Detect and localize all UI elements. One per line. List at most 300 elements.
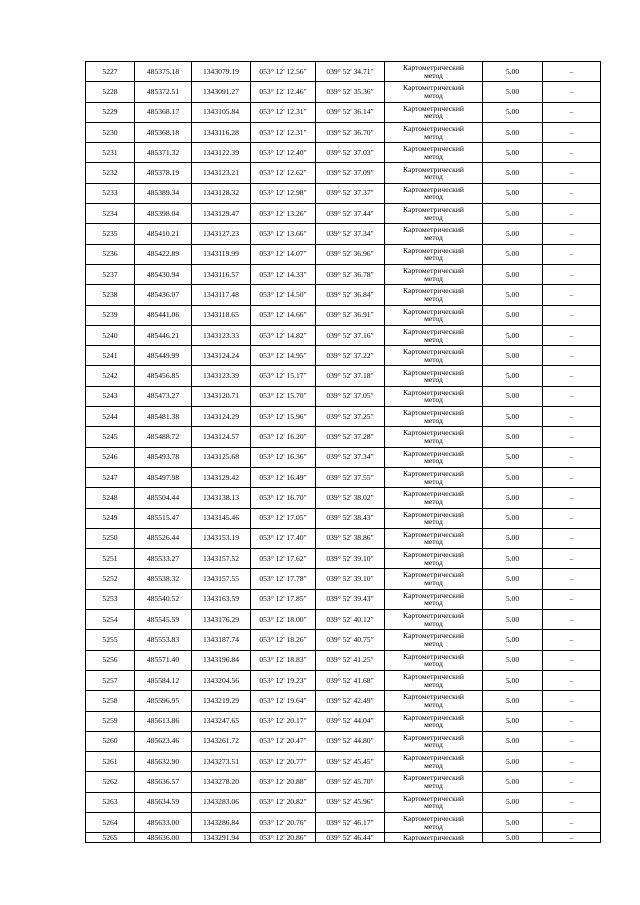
note-cell: – — [543, 792, 601, 812]
longitude-cell: 039° 52' 36.84" — [316, 285, 385, 305]
accuracy-cell: 5.00 — [483, 346, 543, 366]
table-row — [86, 549, 601, 569]
table-row — [86, 285, 601, 305]
note-cell: – — [543, 163, 601, 183]
accuracy-cell: 5.00 — [483, 102, 543, 122]
method-cell — [385, 82, 483, 102]
latitude-cell: 053° 12' 14.07" — [251, 244, 316, 264]
latitude-cell: 053° 12' 12.56" — [251, 62, 316, 82]
point-number-cell: 5235 — [86, 224, 135, 244]
x-coordinate-cell: 485389.34 — [135, 183, 192, 203]
method-line-1: Картометрический — [403, 306, 464, 316]
latitude-cell: 053° 12' 16.49" — [251, 467, 316, 487]
method-line-2: метод — [424, 90, 443, 100]
y-coordinate-cell: 1343116.28 — [192, 122, 251, 142]
note-cell: – — [543, 833, 601, 843]
accuracy-cell: 5.00 — [483, 183, 543, 203]
point-number-cell: 5232 — [86, 163, 135, 183]
latitude-cell: 053° 12' 12.40" — [251, 143, 316, 163]
method-cell — [385, 264, 483, 284]
method-line-1: Картометрический — [403, 671, 464, 681]
longitude-cell: 039° 52' 35.36" — [316, 82, 385, 102]
x-coordinate-cell: 485515.47 — [135, 508, 192, 528]
note-cell: – — [543, 407, 601, 427]
point-number-cell: 5237 — [86, 264, 135, 284]
point-number-cell: 5254 — [86, 610, 135, 630]
longitude-cell: 039° 52' 44.04" — [316, 711, 385, 731]
note-cell: – — [543, 752, 601, 772]
y-coordinate-cell: 1343123.39 — [192, 366, 251, 386]
note-cell: – — [543, 346, 601, 366]
method-cell — [385, 528, 483, 548]
method-line-2: метод — [424, 395, 443, 405]
latitude-cell: 053° 12' 16.20" — [251, 427, 316, 447]
y-coordinate-cell: 1343122.39 — [192, 143, 251, 163]
method-line-1: Картометрический — [403, 326, 464, 336]
longitude-cell: 039° 52' 45.45" — [316, 752, 385, 772]
y-coordinate-cell: 1343123.21 — [192, 163, 251, 183]
x-coordinate-cell: 485410.21 — [135, 224, 192, 244]
accuracy-cell: 5.00 — [483, 731, 543, 751]
method-cell — [385, 325, 483, 345]
method-cell — [385, 204, 483, 224]
note-cell: – — [543, 386, 601, 406]
accuracy-cell: 5.00 — [483, 467, 543, 487]
method-line-1: Картометрический — [403, 468, 464, 478]
latitude-cell: 053° 12' 20.47" — [251, 731, 316, 751]
y-coordinate-cell: 1343124.24 — [192, 346, 251, 366]
longitude-cell: 039° 52' 37.28" — [316, 427, 385, 447]
accuracy-cell: 5.00 — [483, 204, 543, 224]
longitude-cell: 039° 52' 37.37" — [316, 183, 385, 203]
note-cell: – — [543, 102, 601, 122]
y-coordinate-cell: 1343176.29 — [192, 610, 251, 630]
point-number-cell: 5239 — [86, 305, 135, 325]
latitude-cell: 053° 12' 12.46" — [251, 82, 316, 102]
note-cell: – — [543, 630, 601, 650]
accuracy-cell: 5.00 — [483, 285, 543, 305]
method-cell — [385, 812, 483, 832]
note-cell: – — [543, 82, 601, 102]
method-line-1: Картометрический — [403, 651, 464, 661]
table-row — [86, 691, 601, 711]
point-number-cell: 5247 — [86, 467, 135, 487]
method-cell — [385, 650, 483, 670]
point-number-cell: 5259 — [86, 711, 135, 731]
y-coordinate-cell: 1343118.65 — [192, 305, 251, 325]
method-line-2: метод — [424, 456, 443, 466]
method-line-1: Картометрический — [403, 408, 464, 418]
accuracy-cell: 5.00 — [483, 122, 543, 142]
table-row — [86, 508, 601, 528]
method-line-1: Картометрический — [403, 509, 464, 519]
x-coordinate-cell: 485497.98 — [135, 467, 192, 487]
method-line-2: метод — [424, 659, 443, 669]
latitude-cell: 053° 12' 20.76" — [251, 812, 316, 832]
x-coordinate-cell: 485375.18 — [135, 62, 192, 82]
longitude-cell: 039° 52' 37.18" — [316, 366, 385, 386]
method-cell — [385, 244, 483, 264]
longitude-cell: 039° 52' 41.25" — [316, 650, 385, 670]
accuracy-cell: 5.00 — [483, 224, 543, 244]
x-coordinate-cell: 485430.94 — [135, 264, 192, 284]
method-line-2: метод — [424, 578, 443, 588]
table-row — [86, 204, 601, 224]
table-row — [86, 427, 601, 447]
point-number-cell: 5245 — [86, 427, 135, 447]
y-coordinate-cell: 1343145.46 — [192, 508, 251, 528]
method-cell — [385, 224, 483, 244]
y-coordinate-cell: 1343219.29 — [192, 691, 251, 711]
method-cell: Картометрический — [385, 833, 483, 843]
method-line-1: Картометрический — [403, 63, 464, 73]
accuracy-cell: 5.00 — [483, 244, 543, 264]
table-row — [86, 752, 601, 772]
method-cell — [385, 183, 483, 203]
y-coordinate-cell: 1343261.72 — [192, 731, 251, 751]
point-number-cell: 5248 — [86, 488, 135, 508]
longitude-cell: 039° 52' 40.12" — [316, 610, 385, 630]
longitude-cell: 039° 52' 36.14" — [316, 102, 385, 122]
method-line-2: метод — [424, 354, 443, 364]
longitude-cell: 039° 52' 37.55" — [316, 467, 385, 487]
accuracy-cell: 5.00 — [483, 610, 543, 630]
method-line-1: Картометрический — [403, 266, 464, 276]
table-row — [86, 102, 601, 122]
accuracy-cell: 5.00 — [483, 549, 543, 569]
accuracy-cell: 5.00 — [483, 691, 543, 711]
x-coordinate-cell: 485422.89 — [135, 244, 192, 264]
note-cell: – — [543, 731, 601, 751]
note-cell: – — [543, 143, 601, 163]
method-line-2: метод — [424, 192, 443, 202]
y-coordinate-cell: 1343273.51 — [192, 752, 251, 772]
accuracy-cell: 5.00 — [483, 386, 543, 406]
x-coordinate-cell: 485473.27 — [135, 386, 192, 406]
method-cell — [385, 122, 483, 142]
latitude-cell: 053° 12' 17.05" — [251, 508, 316, 528]
x-coordinate-cell: 485481.38 — [135, 407, 192, 427]
method-cell — [385, 285, 483, 305]
note-cell: – — [543, 772, 601, 792]
table-row — [86, 731, 601, 751]
method-line-1: Картометрический — [403, 570, 464, 580]
y-coordinate-cell: 1343079.19 — [192, 62, 251, 82]
y-coordinate-cell: 1343247.65 — [192, 711, 251, 731]
table-row — [86, 346, 601, 366]
y-coordinate-cell: 1343283.06 — [192, 792, 251, 812]
longitude-cell: 039° 52' 37.05" — [316, 386, 385, 406]
method-cell — [385, 386, 483, 406]
method-line-2: метод — [424, 415, 443, 425]
point-number-cell: 5265 — [86, 833, 135, 843]
method-line-2: метод — [424, 253, 443, 263]
method-line-2: метод — [424, 70, 443, 80]
latitude-cell: 053° 12' 18.26" — [251, 630, 316, 650]
point-number-cell: 5250 — [86, 528, 135, 548]
point-number-cell: 5253 — [86, 589, 135, 609]
method-cell — [385, 589, 483, 609]
note-cell: – — [543, 183, 601, 203]
method-line-1: Картометрический — [403, 793, 464, 803]
table-row — [86, 650, 601, 670]
note-cell: – — [543, 670, 601, 690]
latitude-cell: 053° 12' 14.95" — [251, 346, 316, 366]
point-number-cell: 5262 — [86, 772, 135, 792]
longitude-cell: 039° 52' 46.44" — [316, 833, 385, 843]
longitude-cell: 039° 52' 37.44" — [316, 204, 385, 224]
method-line-1: Картометрический — [403, 83, 464, 93]
method-line-2: метод — [424, 537, 443, 547]
latitude-cell: 053° 12' 18.83" — [251, 650, 316, 670]
method-cell — [385, 752, 483, 772]
method-line-2: метод — [424, 212, 443, 222]
accuracy-cell: 5.00 — [483, 427, 543, 447]
method-line-2: метод — [424, 314, 443, 324]
method-line-1: Картометрический — [403, 753, 464, 763]
table-row — [86, 244, 601, 264]
accuracy-cell: 5.00 — [483, 630, 543, 650]
accuracy-cell: 5.00 — [483, 488, 543, 508]
method-line-2: метод — [424, 699, 443, 709]
y-coordinate-cell: 1343187.74 — [192, 630, 251, 650]
longitude-cell: 039° 52' 37.22" — [316, 346, 385, 366]
longitude-cell: 039° 52' 34.71" — [316, 62, 385, 82]
x-coordinate-cell: 485634.59 — [135, 792, 192, 812]
latitude-cell: 053° 12' 20.86" — [251, 833, 316, 843]
method-line-1: Картометрический — [403, 550, 464, 560]
x-coordinate-cell: 485571.40 — [135, 650, 192, 670]
x-coordinate-cell: 485446.21 — [135, 325, 192, 345]
longitude-cell: 039° 52' 40.75" — [316, 630, 385, 650]
method-line-2: метод — [424, 172, 443, 182]
method-line-1: Картометрический — [403, 428, 464, 438]
note-cell: – — [543, 244, 601, 264]
latitude-cell: 053° 12' 12.62" — [251, 163, 316, 183]
method-line-2: метод — [424, 740, 443, 750]
x-coordinate-cell: 485436.07 — [135, 285, 192, 305]
y-coordinate-cell: 1343120.71 — [192, 386, 251, 406]
x-coordinate-cell: 485488.72 — [135, 427, 192, 447]
point-number-cell: 5238 — [86, 285, 135, 305]
note-cell: – — [543, 305, 601, 325]
latitude-cell: 053° 12' 12.31" — [251, 122, 316, 142]
y-coordinate-cell: 1343129.47 — [192, 204, 251, 224]
x-coordinate-cell: 485538.32 — [135, 569, 192, 589]
method-cell — [385, 670, 483, 690]
y-coordinate-cell: 1343124.57 — [192, 427, 251, 447]
method-line-1: Картометрический — [403, 712, 464, 722]
table-row — [86, 610, 601, 630]
point-number-cell: 5256 — [86, 650, 135, 670]
table-row — [86, 488, 601, 508]
longitude-cell: 039° 52' 37.34" — [316, 447, 385, 467]
note-cell: – — [543, 285, 601, 305]
method-cell — [385, 447, 483, 467]
point-number-cell: 5230 — [86, 122, 135, 142]
point-number-cell: 5240 — [86, 325, 135, 345]
accuracy-cell: 5.00 — [483, 792, 543, 812]
method-line-1: Картометрический — [403, 286, 464, 296]
method-line-2: метод — [424, 131, 443, 141]
method-cell — [385, 427, 483, 447]
latitude-cell: 053° 12' 14.66" — [251, 305, 316, 325]
y-coordinate-cell: 1343123.33 — [192, 325, 251, 345]
accuracy-cell: 5.00 — [483, 305, 543, 325]
method-cell — [385, 467, 483, 487]
x-coordinate-cell: 485372.51 — [135, 82, 192, 102]
latitude-cell: 053° 12' 15.96" — [251, 407, 316, 427]
note-cell: – — [543, 691, 601, 711]
point-number-cell: 5255 — [86, 630, 135, 650]
method-line-2: метод — [424, 801, 443, 811]
accuracy-cell: 5.00 — [483, 650, 543, 670]
y-coordinate-cell: 1343128.32 — [192, 183, 251, 203]
method-line-2: метод — [424, 618, 443, 628]
method-line-1: Картометрический — [403, 529, 464, 539]
method-line-2: метод — [424, 111, 443, 121]
method-cell — [385, 305, 483, 325]
method-line-2: метод — [424, 476, 443, 486]
method-line-1: Картометрический — [403, 773, 464, 783]
note-cell: – — [543, 589, 601, 609]
x-coordinate-cell: 485636.00 — [135, 833, 192, 843]
y-coordinate-cell: 1343163.59 — [192, 589, 251, 609]
x-coordinate-cell: 485504.44 — [135, 488, 192, 508]
x-coordinate-cell: 485613.86 — [135, 711, 192, 731]
latitude-cell: 053° 12' 18.00" — [251, 610, 316, 630]
method-line-1: Картометрический — [403, 123, 464, 133]
latitude-cell: 053° 12' 14.50" — [251, 285, 316, 305]
method-cell — [385, 549, 483, 569]
point-number-cell: 5243 — [86, 386, 135, 406]
method-line-1: Картометрический — [403, 489, 464, 499]
y-coordinate-cell: 1343119.99 — [192, 244, 251, 264]
method-line-2: метод — [424, 720, 443, 730]
latitude-cell: 053° 12' 19.23" — [251, 670, 316, 690]
table-row — [86, 467, 601, 487]
point-number-cell: 5242 — [86, 366, 135, 386]
x-coordinate-cell: 485596.95 — [135, 691, 192, 711]
accuracy-cell: 5.00 — [483, 143, 543, 163]
latitude-cell: 053° 12' 15.17" — [251, 366, 316, 386]
accuracy-cell: 5.00 — [483, 569, 543, 589]
method-line-1: Картометрический — [403, 205, 464, 215]
x-coordinate-cell: 485526.44 — [135, 528, 192, 548]
accuracy-cell: 5.00 — [483, 752, 543, 772]
method-cell — [385, 711, 483, 731]
coordinates-table — [85, 61, 601, 843]
point-number-cell: 5231 — [86, 143, 135, 163]
y-coordinate-cell: 1343204.56 — [192, 670, 251, 690]
method-cell — [385, 630, 483, 650]
method-line-2: метод — [424, 557, 443, 567]
method-cell — [385, 163, 483, 183]
point-number-cell: 5264 — [86, 812, 135, 832]
table-row — [86, 305, 601, 325]
point-number-cell: 5227 — [86, 62, 135, 82]
accuracy-cell: 5.00 — [483, 812, 543, 832]
method-line-1: Картометрический — [403, 245, 464, 255]
latitude-cell: 053° 12' 12.98" — [251, 183, 316, 203]
x-coordinate-cell: 485540.52 — [135, 589, 192, 609]
table-row — [86, 528, 601, 548]
method-line-1: Картометрический — [403, 164, 464, 174]
coordinates-table-body — [86, 62, 601, 843]
y-coordinate-cell: 1343153.19 — [192, 528, 251, 548]
accuracy-cell: 5.00 — [483, 772, 543, 792]
method-line-1: Картометрический — [403, 611, 464, 621]
x-coordinate-cell: 485636.57 — [135, 772, 192, 792]
method-cell — [385, 731, 483, 751]
latitude-cell: 053° 12' 20.77" — [251, 752, 316, 772]
method-line-1: Картометрический — [403, 144, 464, 154]
table-row — [86, 386, 601, 406]
point-number-cell: 5252 — [86, 569, 135, 589]
longitude-cell: 039° 52' 46.17" — [316, 812, 385, 832]
longitude-cell: 039° 52' 37.03" — [316, 143, 385, 163]
table-row — [86, 366, 601, 386]
latitude-cell: 053° 12' 17.78" — [251, 569, 316, 589]
y-coordinate-cell: 1343124.29 — [192, 407, 251, 427]
note-cell: – — [543, 711, 601, 731]
accuracy-cell: 5.00 — [483, 670, 543, 690]
x-coordinate-cell: 485398.04 — [135, 204, 192, 224]
method-cell — [385, 792, 483, 812]
longitude-cell: 039° 52' 39.10" — [316, 569, 385, 589]
x-coordinate-cell: 485371.32 — [135, 143, 192, 163]
accuracy-cell: 5.00 — [483, 833, 543, 843]
longitude-cell: 039° 52' 45.70" — [316, 772, 385, 792]
accuracy-cell: 5.00 — [483, 325, 543, 345]
longitude-cell: 039° 52' 42.49" — [316, 691, 385, 711]
point-number-cell: 5258 — [86, 691, 135, 711]
note-cell: – — [543, 812, 601, 832]
method-cell — [385, 610, 483, 630]
method-cell — [385, 772, 483, 792]
method-line-2: метод — [424, 151, 443, 161]
table-row — [86, 62, 601, 82]
longitude-cell: 039° 52' 38.86" — [316, 528, 385, 548]
longitude-cell: 039° 52' 37.16" — [316, 325, 385, 345]
accuracy-cell: 5.00 — [483, 711, 543, 731]
x-coordinate-cell: 485633.00 — [135, 812, 192, 832]
table-row — [86, 264, 601, 284]
longitude-cell: 039° 52' 36.78" — [316, 264, 385, 284]
table-row — [86, 630, 601, 650]
accuracy-cell: 5.00 — [483, 528, 543, 548]
note-cell: – — [543, 427, 601, 447]
method-line-2: метод — [424, 496, 443, 506]
y-coordinate-cell: 1343125.68 — [192, 447, 251, 467]
latitude-cell: 053° 12' 15.70" — [251, 386, 316, 406]
y-coordinate-cell: 1343286.84 — [192, 812, 251, 832]
point-number-cell: 5241 — [86, 346, 135, 366]
table-row — [86, 772, 601, 792]
note-cell: – — [543, 264, 601, 284]
latitude-cell: 053° 12' 16.70" — [251, 488, 316, 508]
longitude-cell: 039° 52' 36.96" — [316, 244, 385, 264]
point-number-cell: 5234 — [86, 204, 135, 224]
method-line-2: метод — [424, 679, 443, 689]
accuracy-cell: 5.00 — [483, 62, 543, 82]
y-coordinate-cell: 1343127.23 — [192, 224, 251, 244]
method-line-2: метод — [424, 273, 443, 283]
longitude-cell: 039° 52' 39.10" — [316, 549, 385, 569]
latitude-cell: 053° 12' 16.36" — [251, 447, 316, 467]
table-row — [86, 407, 601, 427]
method-line-2: метод — [424, 233, 443, 243]
